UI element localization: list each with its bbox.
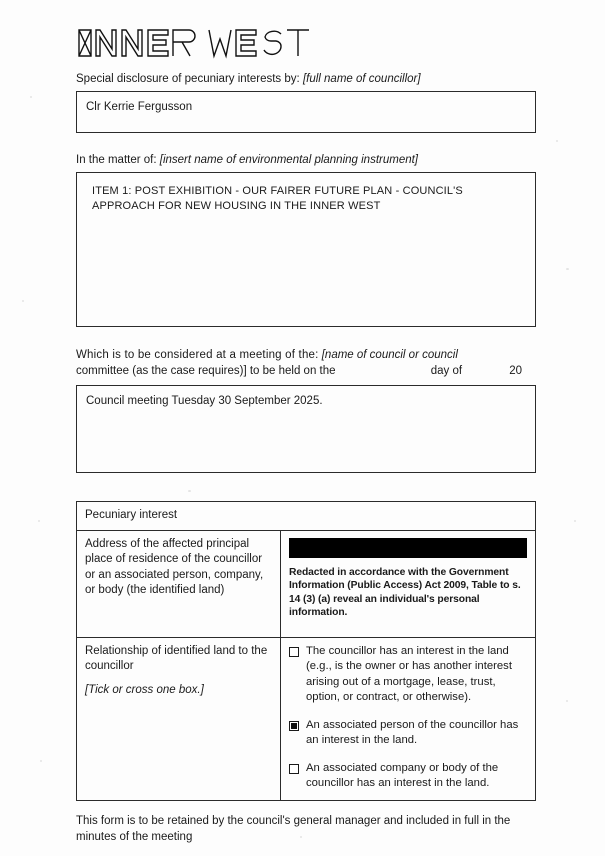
- scan-speck: [38, 520, 40, 522]
- redaction-note: Redacted in accordance with the Government Information (Public Access) Act 2009, Table to s. 14 (3) (a) reveal an individual's personal information.: [289, 566, 521, 618]
- relationship-label-hint: [Tick or cross one box.]: [85, 683, 204, 696]
- matter-value: ITEM 1: POST EXHIBITION - OUR FAIRER FUTURE PLAN - COUNCIL'S APPROACH FOR NEW HOUSING IN THE INNER WEST: [92, 185, 463, 212]
- checkbox-checked-icon[interactable]: [289, 721, 299, 731]
- redaction-bar: [289, 538, 527, 558]
- meeting-field[interactable]: [76, 385, 536, 473]
- scan-speck: [556, 140, 558, 142]
- relationship-label-cell: [77, 637, 281, 800]
- checkbox-unchecked-icon[interactable]: [289, 647, 299, 657]
- matter-label-static: In the matter of:: [76, 154, 157, 166]
- option-row-councillor-interest[interactable]: [289, 644, 527, 706]
- address-label-cell: Address of the affected principal place of residence of the councillor or an associated person, company, or body (the identified land): [77, 530, 281, 637]
- table-header-row: [77, 502, 536, 531]
- matter-label: [76, 153, 536, 168]
- option-label: An associated company or body of the councillor has an interest in the land.: [306, 761, 499, 789]
- footer-note: This form is to be retained by the council's general manager and included in full in the minutes of the meeting: [76, 814, 511, 843]
- option-label: The councillor has an interest in the land (e.g., is the owner or has another interest arising out of a mortgage, lease, trust, option, or contract, or otherwise).: [306, 644, 512, 703]
- option-label: An associated person of the councillor has an interest in the land.: [306, 718, 519, 746]
- meeting-label-line1: [76, 347, 536, 363]
- table-row: [77, 637, 536, 800]
- disclosure-label: [76, 72, 536, 87]
- scan-speck: [574, 520, 576, 522]
- option-row-associated-company[interactable]: [289, 761, 527, 792]
- scan-speck: [30, 96, 32, 98]
- councillor-name-value: Clr Kerrie Fergusson: [86, 101, 193, 113]
- inner-west-logo: [76, 26, 536, 60]
- scan-speck: [40, 760, 42, 762]
- meeting-label-hint: [name of council or council: [321, 349, 458, 361]
- scan-speck: [22, 300, 24, 302]
- pecuniary-interest-table: [76, 501, 536, 801]
- relationship-label-text: Relationship of identified land to the councillor: [85, 644, 268, 672]
- option-row-associated-person[interactable]: [289, 718, 527, 749]
- matter-label-hint: [insert name of environmental planning instrument]: [159, 154, 419, 166]
- meeting-label-line2-text: committee (as the case requires)] to be held on the: [76, 365, 336, 377]
- scan-speck: [566, 700, 568, 702]
- meeting-label-static: Which is to be considered at a meeting of the:: [76, 349, 319, 361]
- meeting-label-line2: [76, 363, 536, 379]
- table-row: [77, 530, 536, 637]
- disclosure-label-static: Special disclosure of pecuniary interests by:: [76, 73, 300, 85]
- form-content: [76, 26, 536, 845]
- matter-field[interactable]: [76, 172, 536, 327]
- table-header-cell: Pecuniary interest: [77, 502, 536, 531]
- meeting-value: Council meeting Tuesday 30 September 2025.: [86, 395, 323, 407]
- meeting-year-placeholder: 20: [509, 365, 523, 377]
- address-value-cell: [281, 530, 536, 637]
- meeting-day-placeholder: day of: [430, 365, 463, 377]
- councillor-name-field[interactable]: [76, 91, 536, 133]
- checkbox-unchecked-icon[interactable]: [289, 764, 299, 774]
- relationship-options-cell: [281, 637, 536, 800]
- scan-speck: [566, 268, 569, 270]
- disclosure-label-hint: [full name of councillor]: [302, 73, 421, 85]
